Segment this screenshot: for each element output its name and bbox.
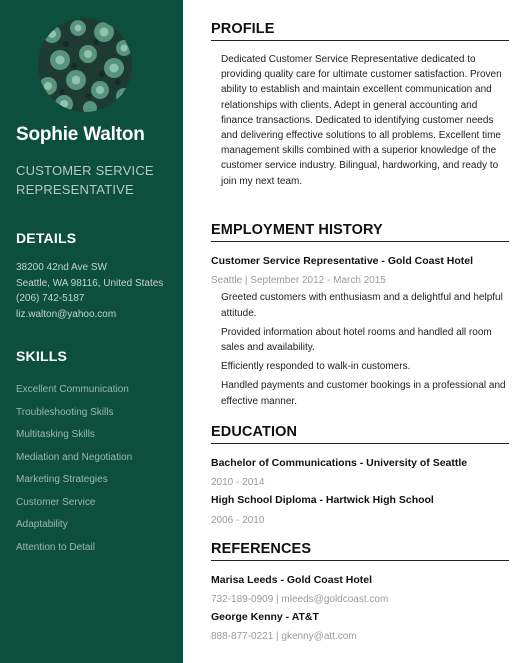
candidate-name: Sophie Walton (16, 124, 145, 145)
job-entry-meta: Seattle | September 2012 - March 2015 (211, 275, 386, 286)
email-address[interactable]: liz.walton@yahoo.com (16, 308, 117, 320)
education-entry-title: Bachelor of Communications - University of Seattle (211, 457, 468, 469)
details-block (16, 260, 166, 322)
employment-heading: EMPLOYMENT HISTORY (211, 222, 509, 242)
address-line: 38200 42nd Ave SW (16, 262, 107, 273)
phone-number: (206) 742-5187 (16, 293, 85, 304)
profile-summary: Dedicated Customer Service Representative dedicated to providing quality care for ultimate customer satisfaction. Proven ability to establish and maintain excellent communication and relationships with clients. Adept in general accounting and finance transactions. Dedicated to identifying customer needs and delivering effective solutions to all problems. Excellent time management skills combined with a superior knowledge of the customer service industry. Bilingual, hardworking, and ready to join my next team. (221, 54, 502, 187)
education-heading: EDUCATION (211, 424, 509, 444)
skill-item: Adaptability (16, 519, 68, 530)
skill-item: Mediation and Negotiation (16, 451, 133, 463)
city-line: Seattle, WA 98116, United States (16, 277, 164, 289)
reference-name: Marisa Leeds - Gold Coast Hotel (211, 574, 373, 586)
references-heading: REFERENCES (211, 541, 509, 561)
job-duty-item: Efficiently responded to walk-in customers. (221, 361, 411, 372)
sidebar (0, 0, 183, 663)
skills-list (16, 383, 176, 563)
details-heading: DETAILS (16, 230, 77, 246)
education-entry-dates: 2006 - 2010 (211, 515, 265, 526)
skill-item: Attention to Detail (16, 541, 95, 553)
profile-heading: PROFILE (211, 21, 509, 41)
reference-contact: 888-877-0221 | gkenny@att.com (211, 631, 357, 642)
job-duty-item: Handled payments and customer bookings in a professional and effective manner. (221, 380, 506, 407)
candidate-job-title: CUSTOMER SERVICE REPRESENTATIVE (16, 163, 154, 197)
skill-item: Troubleshooting Skills (16, 406, 114, 418)
job-duty-item: Greeted customers with enthusiasm and a delightful and helpful attitude. (221, 292, 503, 319)
skills-heading: SKILLS (16, 348, 67, 364)
reference-name: George Kenny - AT&T (211, 611, 319, 623)
profile-photo (38, 18, 132, 112)
job-duties-list (221, 290, 506, 413)
skill-item: Excellent Communication (16, 384, 129, 395)
skill-item: Customer Service (16, 496, 96, 508)
skill-item: Marketing Strategies (16, 474, 108, 485)
education-entry-dates: 2010 - 2014 (211, 477, 265, 488)
job-entry-title: Customer Service Representative - Gold Coast Hotel (211, 255, 473, 267)
job-duty-item: Provided information about hotel rooms and handled all room sales and availability. (221, 326, 492, 353)
skill-item: Multitasking Skills (16, 429, 95, 440)
succulent-photo-image (38, 18, 132, 112)
education-entry-title: High School Diploma - Hartwick High School (211, 494, 434, 506)
reference-contact: 732-189-0909 | mleeds@goldcoast.com (211, 594, 389, 605)
